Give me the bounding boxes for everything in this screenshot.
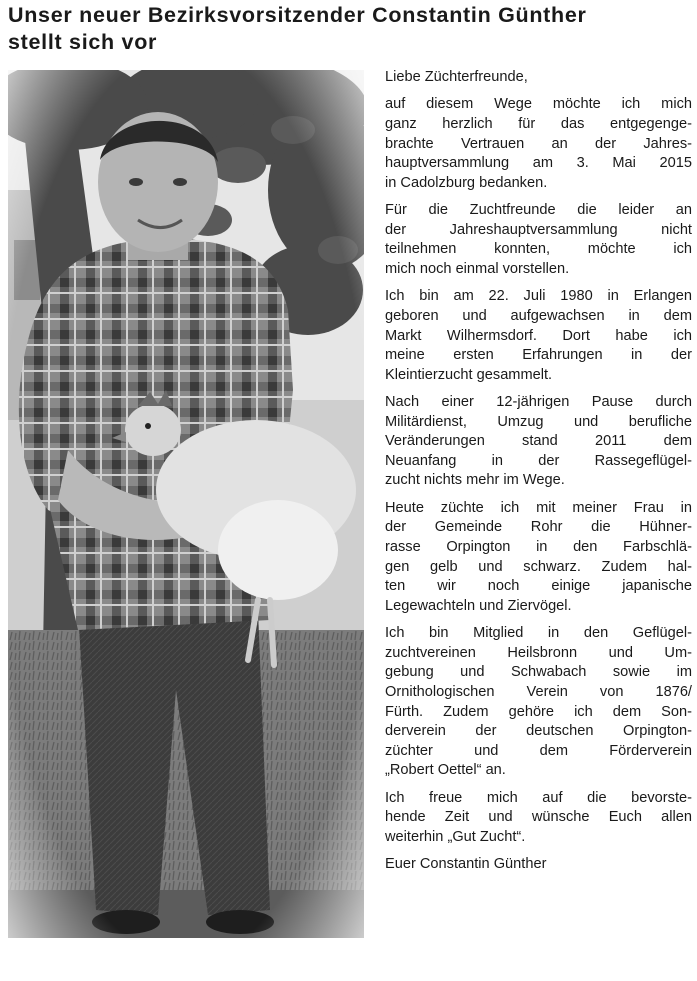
text-line: Ich bin Mitglied in den Geflügel-: [385, 625, 692, 642]
photo-illustration: [8, 70, 364, 938]
text-line: Ornithologischen Verein von 1876/: [385, 684, 692, 700]
portrait-photo: [8, 70, 364, 938]
text-line: in Cadolzburg bedanken.: [385, 174, 548, 191]
letter-greeting: [385, 68, 692, 88]
text-line: hende Zeit und wünsche Euch allen: [385, 809, 692, 826]
text-line: ganz herzlich für das entgegenge-: [385, 115, 692, 132]
text-line: auf diesem Wege möchte ich mich: [385, 96, 692, 113]
text-line: Ich freue mich auf die bevorste-: [385, 789, 692, 806]
text-line: zuchtvereinen Heilsbronn und Um-: [385, 644, 692, 661]
text-line: teilnehmen konnten, möchte ich: [385, 241, 692, 258]
text-line: geboren und aufgewachsen in dem: [385, 307, 692, 324]
text-line: Ich bin am 22. Juli 1980 in Erlangen: [385, 288, 692, 305]
text-line: Militärdienst, Umzug und berufliche: [385, 413, 692, 430]
text-line: Nach einer 12-jährigen Pause durch: [385, 394, 692, 411]
letter-signature: [385, 855, 692, 875]
text-line: züchter und dem Förderverein: [385, 742, 692, 759]
text-line: Veränderungen stand 2011 dem: [385, 433, 692, 450]
text-line: Neuanfang in der Rassegeflügel-: [385, 452, 692, 469]
letter-paragraph-5: [385, 499, 692, 617]
letter-paragraph-6: [385, 624, 692, 781]
headline-line-2: stellt sich vor: [8, 30, 158, 54]
text-line: rasse Orpington in den Farbschlä-: [385, 539, 692, 556]
text-line: meine ersten Erfahrungen in der: [385, 347, 692, 364]
text-line: ten wir noch einige japanische: [385, 578, 692, 595]
text-line: mich noch einmal vorstellen.: [385, 260, 570, 277]
text-line: gen gelb und schwarz. Zudem hal-: [385, 558, 692, 575]
letter-paragraph-3: [385, 287, 692, 385]
text-line: Heute züchte ich mit meiner Frau in: [385, 499, 692, 516]
text-line: gebung und Schwabach sowie im: [385, 664, 692, 681]
text-line: derverein der deutschen Orpington-: [385, 723, 692, 740]
text-line: Fürth. Zudem gehöre ich dem Son-: [385, 703, 692, 720]
text-line: der Jahreshauptversammlung nicht: [385, 221, 692, 238]
letter-body: [385, 68, 692, 883]
letter-paragraph-1: [385, 95, 692, 193]
text-line: Legewachteln und Ziervögel.: [385, 597, 572, 614]
headline-line-1: Unser neuer Bezirksvorsitzender Constantin Günther: [8, 3, 587, 27]
greeting-line: Liebe Züchterfreunde,: [385, 69, 528, 85]
signature-line: Euer Constantin Günther: [385, 856, 547, 873]
text-line: „Robert Oettel“ an.: [385, 762, 506, 779]
text-line: weiterhin „Gut Zucht“.: [385, 828, 526, 845]
text-line: Markt Wilhermsdorf. Dort habe ich: [385, 327, 692, 344]
text-line: Für die Zuchtfreunde die leider an: [385, 202, 692, 219]
letter-paragraph-2: [385, 201, 692, 279]
text-line: hauptversammlung am 3. Mai 2015: [385, 155, 692, 172]
article-headline: [8, 2, 692, 56]
letter-paragraph-4: [385, 393, 692, 491]
text-line: der Gemeinde Rohr die Hühner-: [385, 519, 692, 536]
text-line: Kleintierzucht gesammelt.: [385, 366, 553, 383]
letter-paragraph-7: [385, 789, 692, 848]
text-line: zucht nichts mehr im Wege.: [385, 472, 565, 489]
text-line: brachte Vertrauen an der Jahres-: [385, 135, 692, 152]
